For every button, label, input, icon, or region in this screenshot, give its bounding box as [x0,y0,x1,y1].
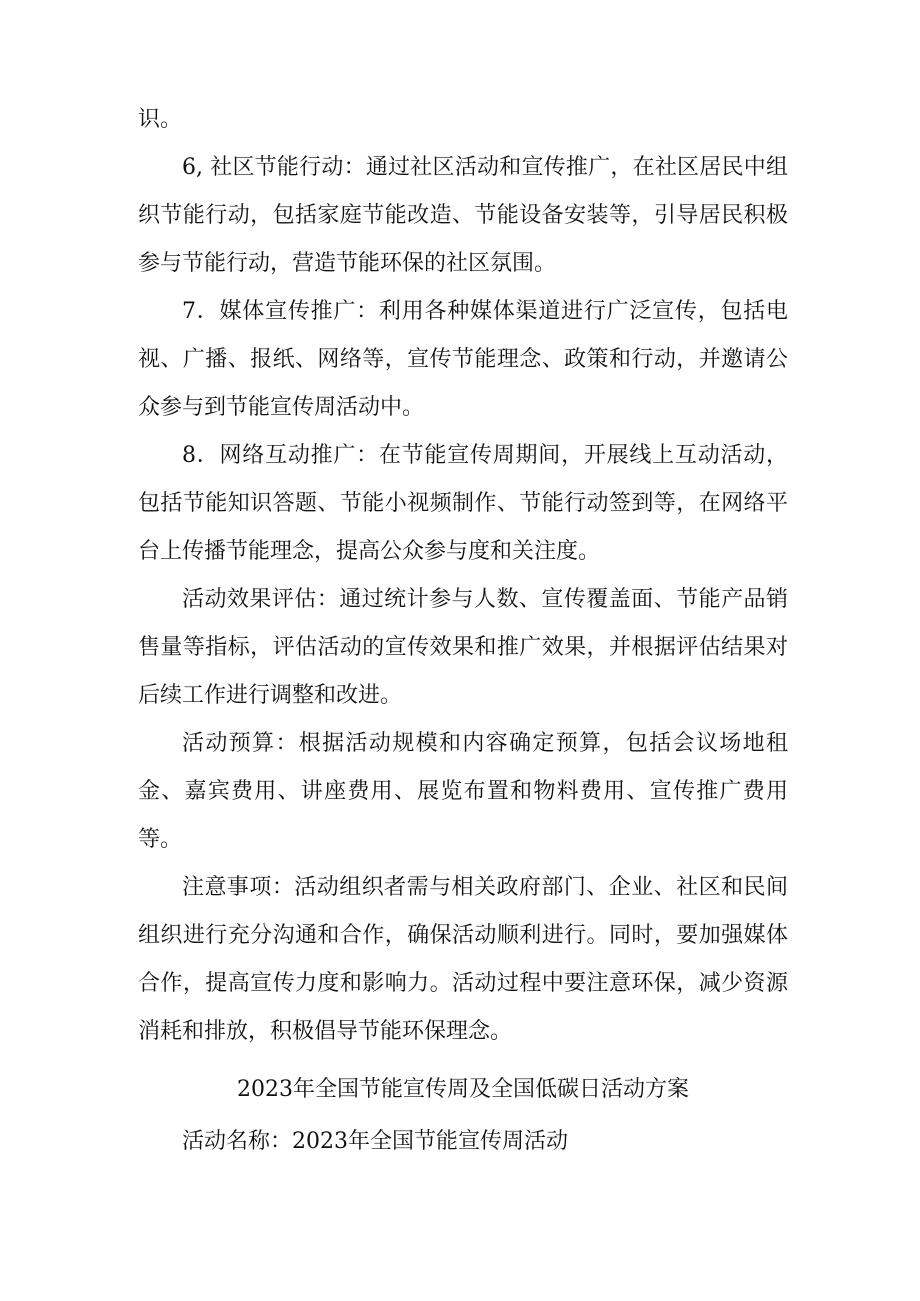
paragraph-community-action: 6, 社区节能行动：通过社区活动和宣传推广，在社区居民中组织节能行动，包括家庭节能改造、节能设备安装等，引导居民积极参与节能行动，营造节能环保的社区氛围。 [138,155,788,276]
section-heading: 2023年全国节能宣传周及全国低碳日活动方案 [237,1077,689,1102]
paragraph-effect-evaluation: 活动效果评估：通过统计参与人数、宣传覆盖面、节能产品销售量等指标，评估活动的宣传效果和推广效果，并根据评估结果对后续工作进行调整和改进。 [138,587,788,708]
paragraph-online-interaction: 8．网络互动推广：在节能宣传周期间，开展线上互动活动，包括节能知识答题、节能小视频制作、节能行动签到等，在网络平台上传播节能理念，提高公众参与度和关注度。 [138,443,788,564]
paragraph-continuation: 识。 [138,107,183,132]
document-page [138,96,788,1166]
paragraph-budget: 活动预算：根据活动规模和内容确定预算，包括会议场地租金、嘉宾费用、讲座费用、展览布置和物料费用、宣传推广费用等。 [138,731,788,852]
paragraph-activity-name: 活动名称：2023年全国节能宣传周活动 [182,1129,568,1154]
paragraph-notes: 注意事项：活动组织者需与相关政府部门、企业、社区和民间组织进行充分沟通和合作，确保活动顺利进行。同时，要加强媒体合作，提高宣传力度和影响力。活动过程中要注意环保，减少资源消耗和排放，积极倡导节能环保理念。 [138,875,788,1044]
paragraph-media-promotion: 7．媒体宣传推广：利用各种媒体渠道进行广泛宣传，包括电视、广播、报纸、网络等，宣传节能理念、政策和行动，并邀请公众参与到节能宣传周活动中。 [138,299,788,420]
